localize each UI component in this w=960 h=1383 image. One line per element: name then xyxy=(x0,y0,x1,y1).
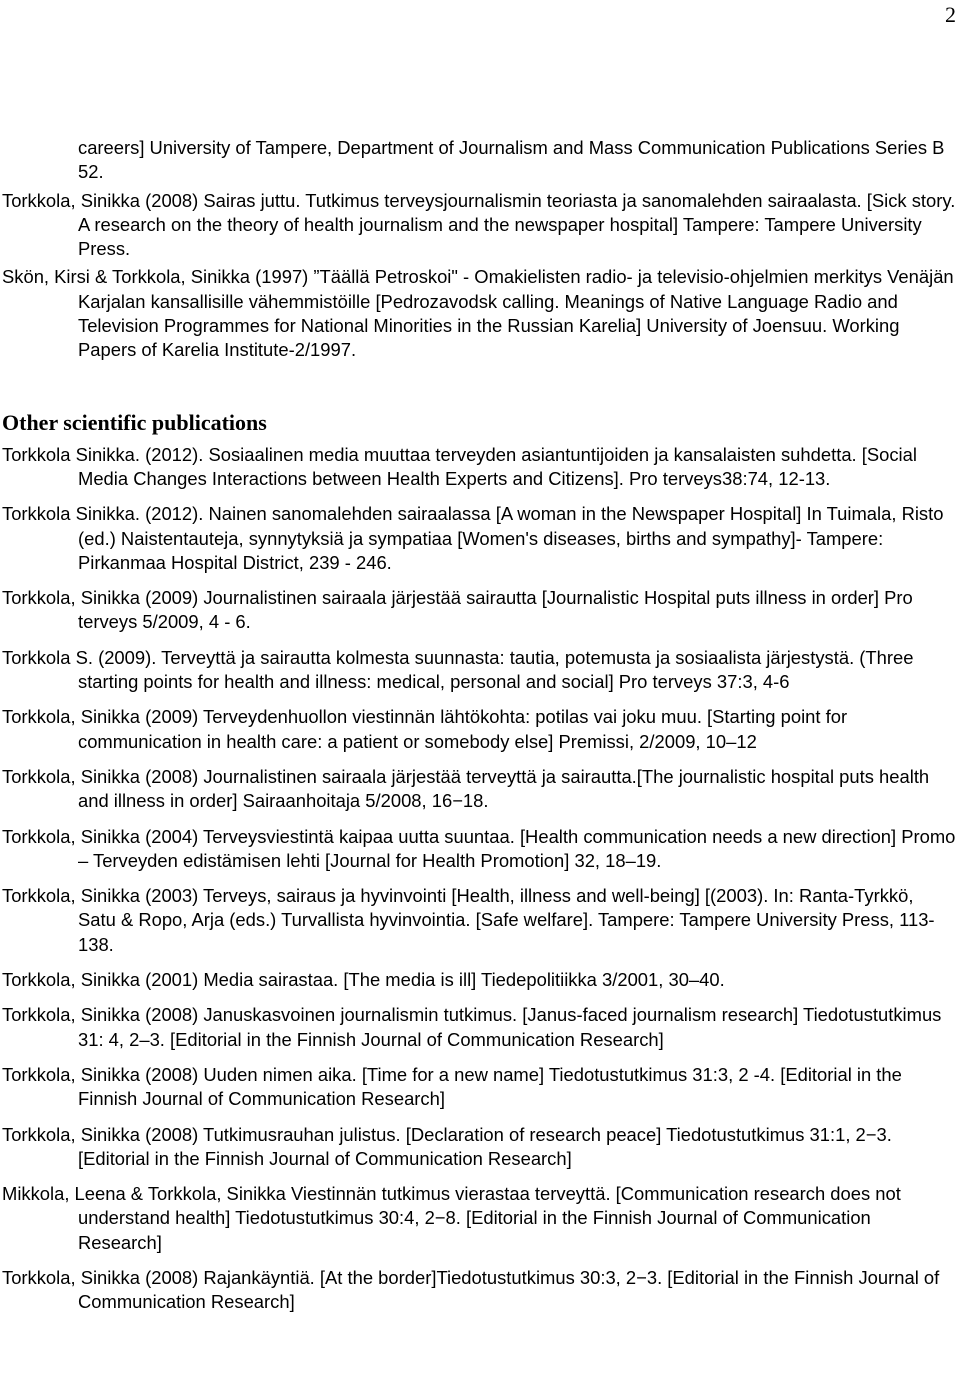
publication-entry: Torkkola, Sinikka (2004) Terveysviestintä kaipaa uutta suuntaa. [Health communication needs a new direction] Promo – Terveyden edistämisen lehti [Journal for Health Promotion] 32, 18–19. xyxy=(2,825,956,871)
publication-entry: Torkkola, Sinikka (2008) Journalistinen sairaala järjestää terveyttä ja sairautta.[The journalistic hospital puts health and illness in order] Sairaanhoitaja 5/2008, 16−18. xyxy=(2,765,930,812)
reference-entry: careers] University of Tampere, Department of Journalism and Mass Communication Publications Series B 52. xyxy=(78,137,945,183)
publication-entry: Torkkola, Sinikka (2008) Januskasvoinen journalismin tutkimus. [Janus-faced journalism research] Tiedotustutkimus 31: 4, 2–3. [Editorial in the Finnish Journal of Communication Research] xyxy=(2,1004,942,1050)
document-body xyxy=(2,136,956,1326)
publication-entry: Torkkola, Sinikka (2008) Tutkimusrauhan julistus. [Declaration of research peace] Tiedotustutkimus 31:1, 2−3. [Editorial in the Finnish Journal of Communication Research] xyxy=(2,1123,892,1169)
publication-entry: Torkkola, Sinikka (2008) Uuden nimen aika. [Time for a new name] Tiedotustutkimus 31:3, 2 -4. [Editorial in the Finnish Journal of Communication Research] xyxy=(2,1063,902,1110)
publication-entry: Torkkola, Sinikka (2008) Rajankäyntiä. [At the border]Tiedotustutkimus 30:3, 2−3. [Editorial in the Finnish Journal of Communication Research] xyxy=(2,1266,940,1313)
publication-entry: Torkkola, Sinikka (2003) Terveys, sairaus ja hyvinvointi [Health, illness and well-being] [(2003). In: Ranta-Tyrkkö, Satu & Ropo, Arja (eds.) Turvallista hyvinvointia. [Safe welfare]. Tampere: Tampere University Press, 113-138. xyxy=(2,885,935,955)
reference-entry: Skön, Kirsi & Torkkola, Sinikka (1997) ”Täällä Petroskoi" - Omakielisten radio- ja televisio-ohjelmien merkitys Venäjän Karjalan kansallisille vähemmistöille [Pedrozavodsk calling. Meanings of Native Language Radio and Television Programmes for National Minorities in the Russian Karelia] University of Joensuu. Working Papers of Karelia Institute-2/1997. xyxy=(2,266,954,361)
publication-entry: Torkkola, Sinikka (2009) Terveydenhuollon viestinnän lähtökohta: potilas vai joku muu. [Starting point for communication in health care: a patient or somebody else] Premissi, 2/2009, 10–12 xyxy=(2,706,848,752)
publication-entry: Torkkola Sinikka. (2012). Nainen sanomalehden sairaalassa [A woman in the Newspaper Hospital] In Tuimala, Risto (ed.) Naistentauteja, synnytyksiä ja sympatiaa [Women's diseases, births and sympathy]- Tampere: Pirkanmaa Hospital District, 239 - 246. xyxy=(2,503,944,573)
publication-entry: Torkkola Sinikka. (2012). Sosiaalinen media muuttaa terveyden asiantuntijoiden ja kansalaisten suhdetta. [Social Media Changes Interactions between Health Experts and Citizens]. Pro terveys38:74, 12-13. xyxy=(2,443,917,489)
publication-entry: Mikkola, Leena & Torkkola, Sinikka Viestinnän tutkimus vierastaa terveyttä. [Communication research does not understand health] Tiedotustutkimus 30:4, 2−8. [Editorial in the Finnish Journal of Communication Research] xyxy=(2,1183,901,1253)
section-heading: Other scientific publications xyxy=(2,409,267,435)
publication-entry: Torkkola S. (2009). Terveyttä ja sairautta kolmesta suunnasta: tautia, potemusta ja sosiaalista järjestystä. (Three starting points for health and illness: medical, personal and social] Pro terveys 37:3, 4-6 xyxy=(2,646,914,693)
page-number: 2 xyxy=(945,2,956,27)
publication-entry: Torkkola, Sinikka (2001) Media sairastaa. [The media is ill] Tiedepolitiikka 3/2001, 30–40. xyxy=(2,969,725,991)
reference-entry: Torkkola, Sinikka (2008) Sairas juttu. Tutkimus terveysjournalismin teoriasta ja sanomalehden sairaalasta. [Sick story. A research on the theory of health journalism and the newspaper hospital] Tampere: Tampere University Press. xyxy=(2,189,956,260)
publication-entry: Torkkola, Sinikka (2009) Journalistinen sairaala järjestää sairautta [Journalistic Hospital puts illness in order] Pro terveys 5/2009, 4 - 6. xyxy=(2,587,913,633)
